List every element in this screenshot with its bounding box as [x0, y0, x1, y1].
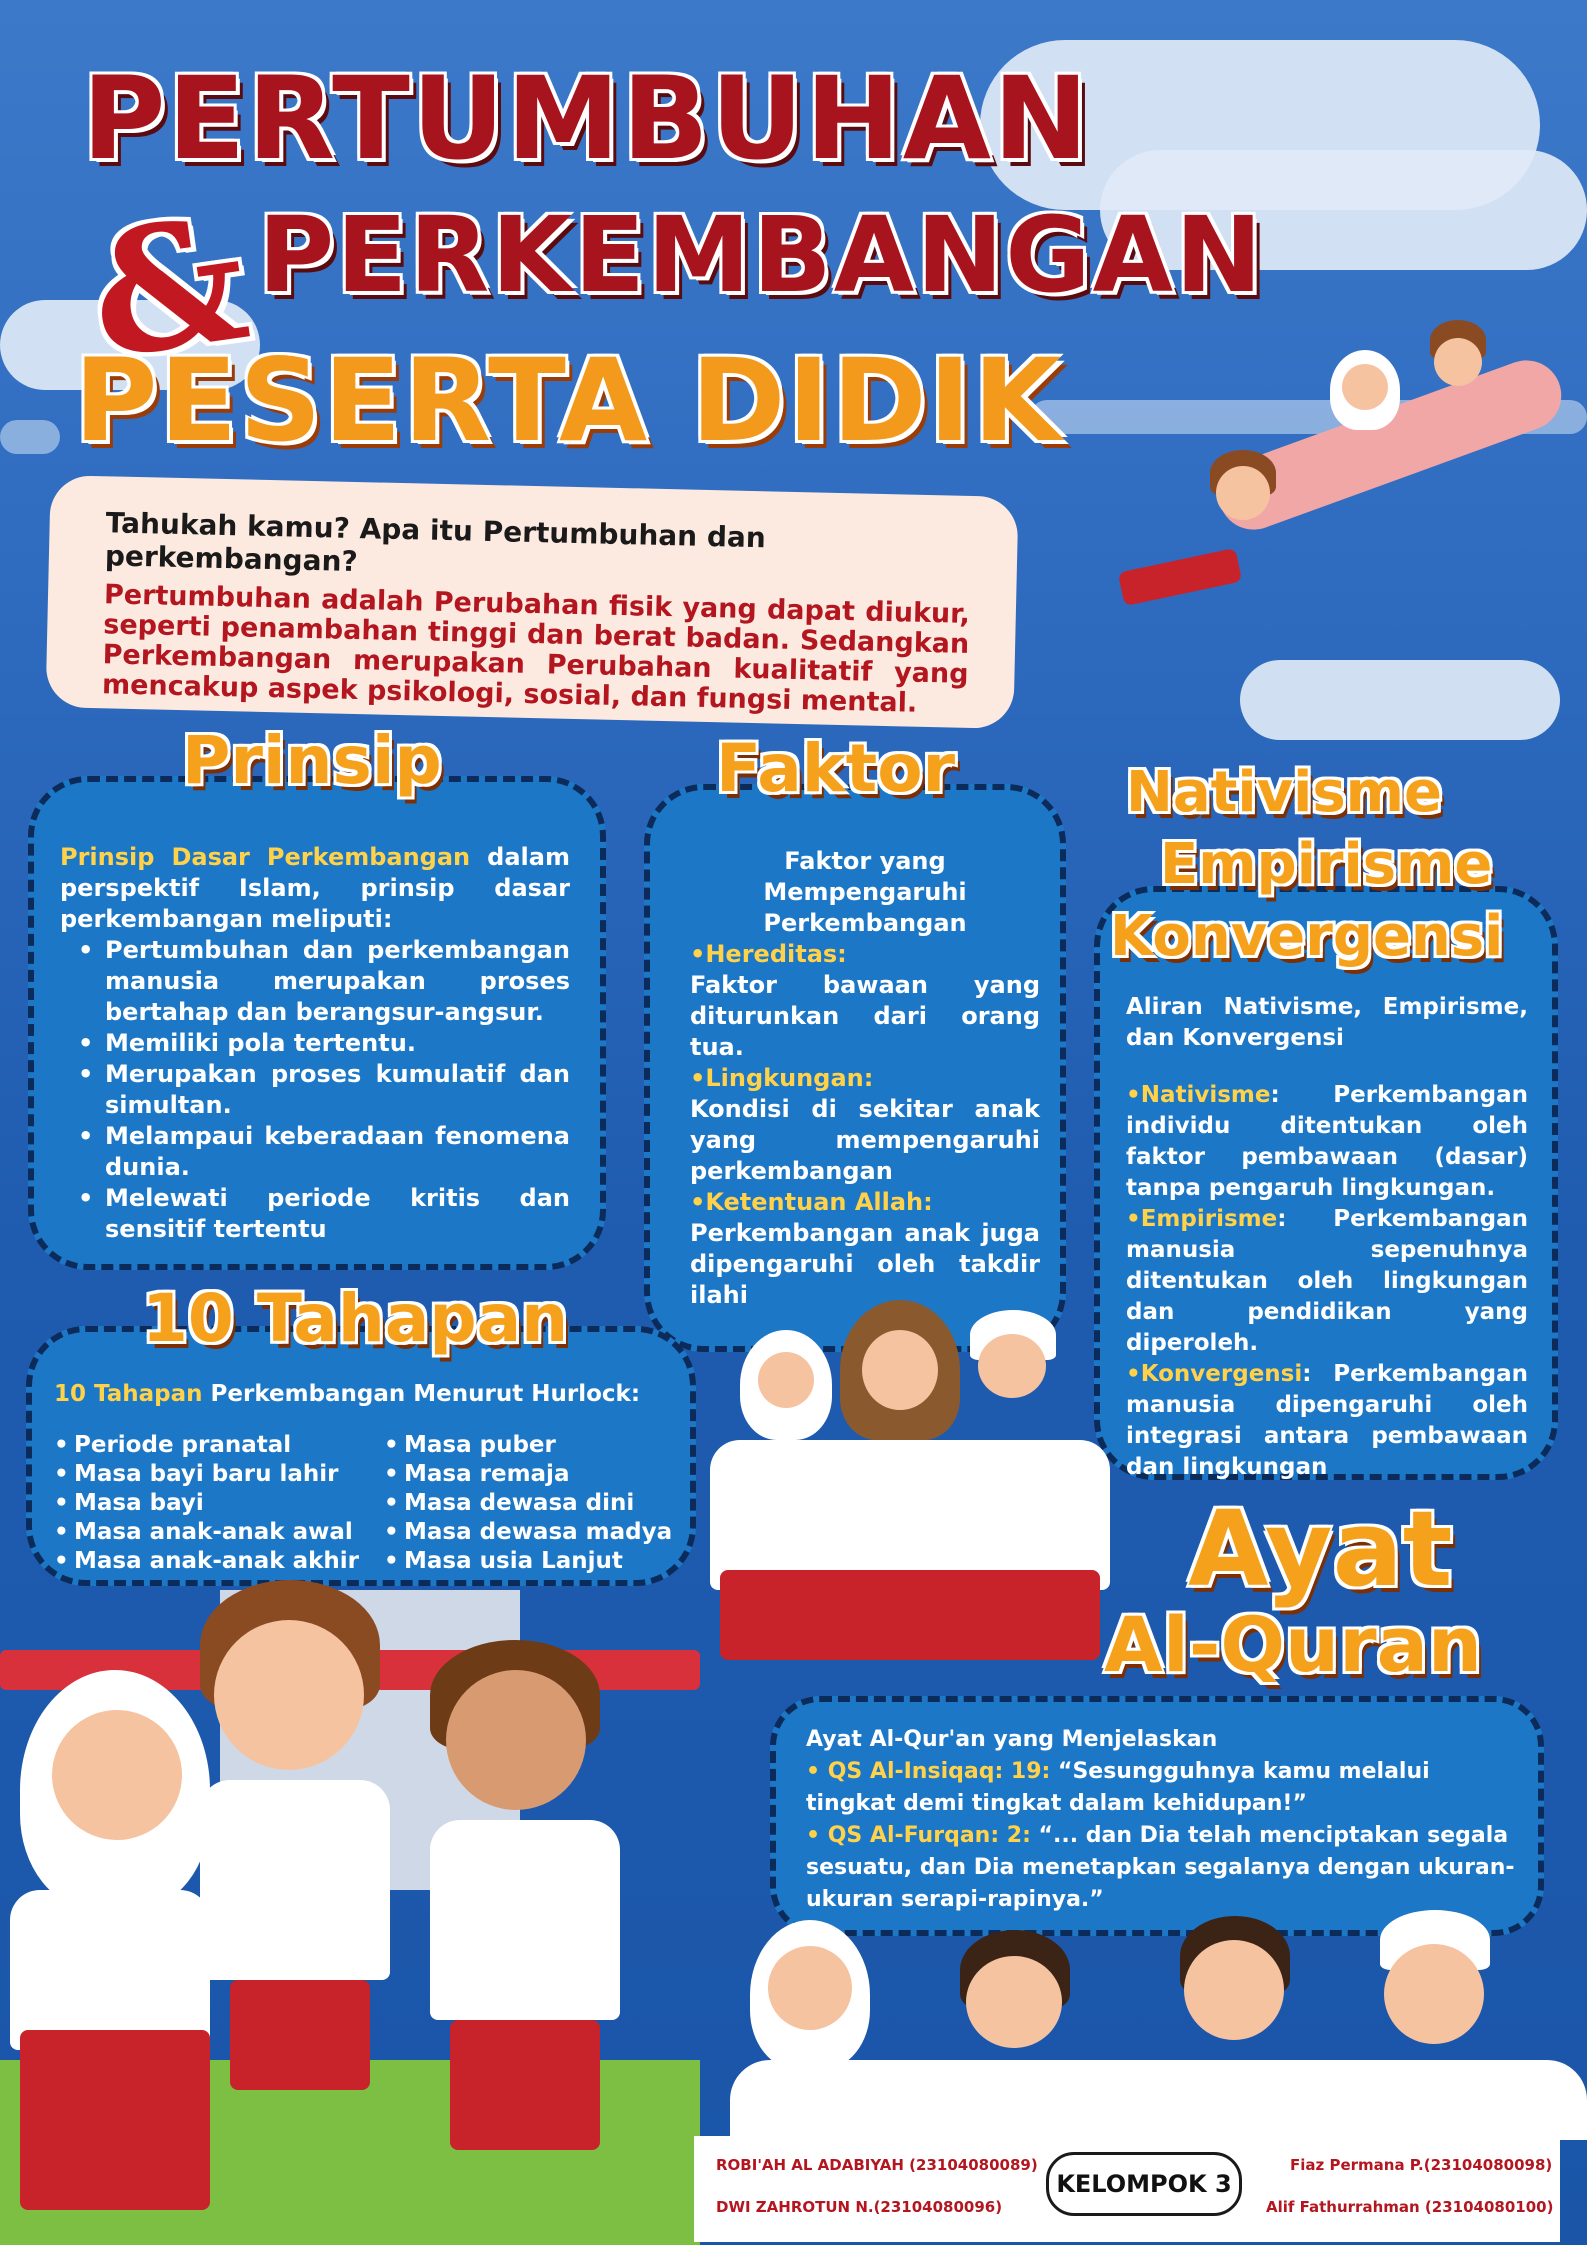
aliran-item [1126, 1204, 1528, 1359]
list-item: • Masa anak-anak akhir [54, 1547, 384, 1576]
title-line-1: PERTUMBUHAN [82, 52, 1091, 185]
member-name: ROBI'AH AL ADABIYAH (23104080089) [716, 2156, 1038, 2174]
tahapan-lead-text: Perkembangan Menurut Hurlock: [202, 1381, 641, 1407]
faktor-intro: Faktor yang Mempengaruhi Perkembangan [763, 847, 967, 937]
list-item: • Masa anak-anak awal [54, 1518, 384, 1547]
prinsip-lead-highlight: Prinsip Dasar Perkembangan [60, 843, 471, 871]
faktor-panel [644, 784, 1066, 1352]
list-item: • Masa remaja [384, 1460, 672, 1489]
list-item: • Memiliki pola tertentu. [60, 1028, 570, 1059]
faktor-item [690, 1063, 1040, 1187]
group-label: KELOMPOK 3 [1046, 2152, 1242, 2216]
kids-row-illustration [730, 1900, 1587, 2140]
al-quran-heading: Al-Quran [1104, 1600, 1482, 1689]
aliran-panel [1094, 886, 1558, 1480]
intro-definition: Pertumbuhan adalah Perubahan fisik yang dapat diukur, seperti penambahan tinggi dan berat badan. Sedangkan Perkembangan merupakan Perubahan kualitatif yang mencakup aspek psikologi, sosial, dan fungsi mental. [101, 579, 971, 719]
prinsip-lead-text: dalam perspektif Islam, prinsip dasar perkembangan meliputi: [60, 843, 570, 933]
list-item: • Masa bayi baru lahir [54, 1460, 384, 1489]
aliran-item-label: •Empirisme [1126, 1206, 1278, 1232]
empirisme-heading: Empirisme [1160, 832, 1493, 897]
ayat-item-text: “... dan Dia telah menciptakan segala sesuatu, dan Dia menetapkan segalanya dengan ukuran-ukuran serapi-rapinya.” [806, 1823, 1515, 1912]
faktor-item-label: •Ketentuan Allah: [690, 1188, 933, 1216]
nativisme-heading: Nativisme [1126, 760, 1442, 825]
tahapan-lead [54, 1380, 676, 1409]
title-ampersand: & [78, 178, 259, 398]
member-name: Fiaz Permana P.(23104080098) [1290, 2156, 1553, 2174]
ayat-intro: Ayat Al-Qur'an yang Menjelaskan [806, 1727, 1218, 1752]
tahapan-columns [54, 1431, 676, 1576]
aliran-item-text: : Perkembangan individu ditentukan oleh faktor pembawaan (dasar) tanpa pengaruh lingkungan. [1126, 1082, 1528, 1201]
aliran-intro: Aliran Nativisme, Empirisme, dan Konvergensi [1126, 994, 1528, 1051]
faktor-heading: Faktor [716, 730, 956, 807]
faktor-item-text: Perkembangan anak juga dipengaruhi oleh takdir ilahi [690, 1219, 1040, 1309]
prinsip-heading: Prinsip [182, 722, 442, 799]
list-item: • Masa dewasa madya [384, 1518, 672, 1547]
ayat-item-label: • QS Al-Insiqaq: 19: [806, 1759, 1051, 1784]
faktor-item [690, 939, 1040, 1063]
konvergensi-heading: Konvergensi [1110, 904, 1504, 969]
ayat-item-label: • QS Al-Furqan: 2: [806, 1823, 1031, 1848]
prinsip-list [60, 935, 570, 1245]
list-item: • Melampaui keberadaan fenomena dunia. [60, 1121, 570, 1183]
sky-stripe [0, 420, 60, 454]
footer-credits [694, 2136, 1560, 2242]
aliran-item-text: : Perkembangan manusia dipengaruhi oleh integrasi antara pembawaan dan lingkungan [1126, 1361, 1528, 1480]
students-group-illustration [690, 1290, 1130, 1690]
list-item: • Masa dewasa dini [384, 1489, 672, 1518]
list-item: • Pertumbuhan dan perkembangan manusia merupakan proses bertahap dan berangsur-angsur. [60, 935, 570, 1028]
tahapan-list-1 [54, 1431, 384, 1576]
school-students-illustration [0, 1560, 700, 2245]
list-item: • Masa puber [384, 1431, 672, 1460]
prinsip-panel [28, 776, 606, 1270]
tahapan-heading: 10 Tahapan [142, 1280, 569, 1357]
faktor-item-text: Faktor bawaan yang diturunkan dari orang tua. [690, 971, 1040, 1061]
list-item: • Melewati periode kritis dan sensitif tertentu [60, 1183, 570, 1245]
prinsip-lead [60, 842, 570, 935]
aliran-item-label: •Konvergensi [1126, 1361, 1303, 1387]
list-item: • Masa bayi [54, 1489, 384, 1518]
faktor-item-label: •Lingkungan: [690, 1064, 874, 1092]
faktor-item-text: Kondisi di sekitar anak yang mempengaruhi perkembangan [690, 1095, 1040, 1185]
title-line-3: PESERTA DIDIK [74, 334, 1064, 467]
aliran-item-label: •Nativisme [1126, 1082, 1271, 1108]
tahapan-lead-highlight: 10 Tahapan [54, 1381, 203, 1407]
member-name: DWI ZAHROTUN N.(23104080096) [716, 2198, 1003, 2216]
kids-on-pencil-illustration [1090, 320, 1587, 680]
list-item: • Merupakan proses kumulatif dan simultan. [60, 1059, 570, 1121]
intro-box [45, 475, 1018, 729]
intro-question: Tahukah kamu? Apa itu Pertumbuhan dan perkembangan? [104, 506, 767, 579]
tahapan-panel [26, 1326, 696, 1586]
tahapan-list-2 [384, 1431, 672, 1576]
title-line-2: PERKEMBANGAN [258, 194, 1265, 316]
aliran-item-text: : Perkembangan manusia sepenuhnya ditentukan oleh lingkungan dan pendidikan yang diperoleh. [1126, 1206, 1528, 1356]
ayat-item [806, 1756, 1516, 1820]
aliran-item [1126, 1359, 1528, 1483]
list-item: • Periode pranatal [54, 1431, 384, 1460]
faktor-item-label: •Hereditas: [690, 940, 847, 968]
member-name: Alif Fathurrahman (23104080100) [1266, 2198, 1554, 2216]
list-item: • Masa usia Lanjut [384, 1547, 672, 1576]
ayat-item-text: “Sesungguhnya kamu melalui tingkat demi tingkat dalam kehidupan!” [806, 1759, 1430, 1816]
aliran-item [1126, 1080, 1528, 1204]
ayat-heading: Ayat [1188, 1488, 1453, 1610]
